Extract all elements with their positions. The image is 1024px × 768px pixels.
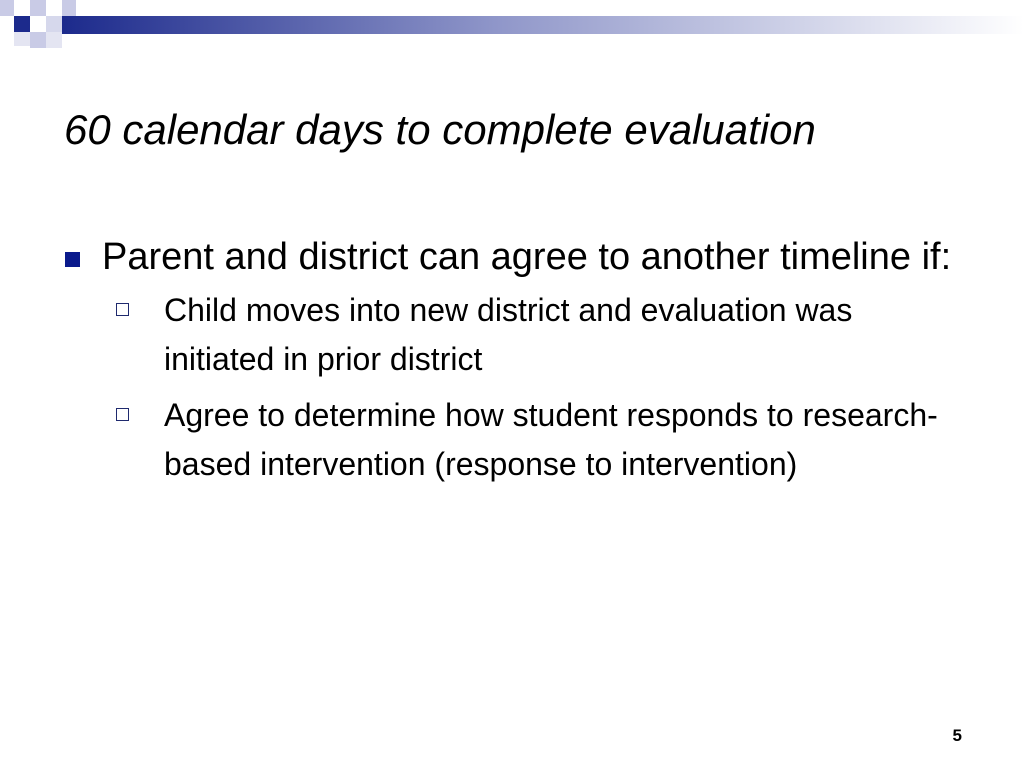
sub-bullet-text: Agree to determine how student responds to research-based intervention (response to intervention) — [164, 397, 938, 482]
slide-number: 5 — [952, 726, 962, 745]
sub-bullet-item — [102, 286, 962, 384]
sub-bullet-text: Child moves into new district and evaluation was initiated in prior district — [164, 292, 853, 377]
header-decoration — [0, 0, 1024, 64]
bullet-item — [62, 232, 962, 489]
slide-title: 60 calendar days to complete evaluation — [64, 106, 816, 153]
bullet-list — [62, 232, 962, 496]
hollow-square-icon — [116, 408, 129, 421]
bullet-text: Parent and district can agree to another timeline if: — [102, 236, 952, 278]
hollow-square-icon — [116, 303, 129, 316]
sub-bullet-item — [102, 391, 962, 489]
sub-bullet-list — [102, 286, 962, 489]
header-band-graphic — [0, 0, 1024, 64]
filled-square-icon — [65, 252, 80, 267]
